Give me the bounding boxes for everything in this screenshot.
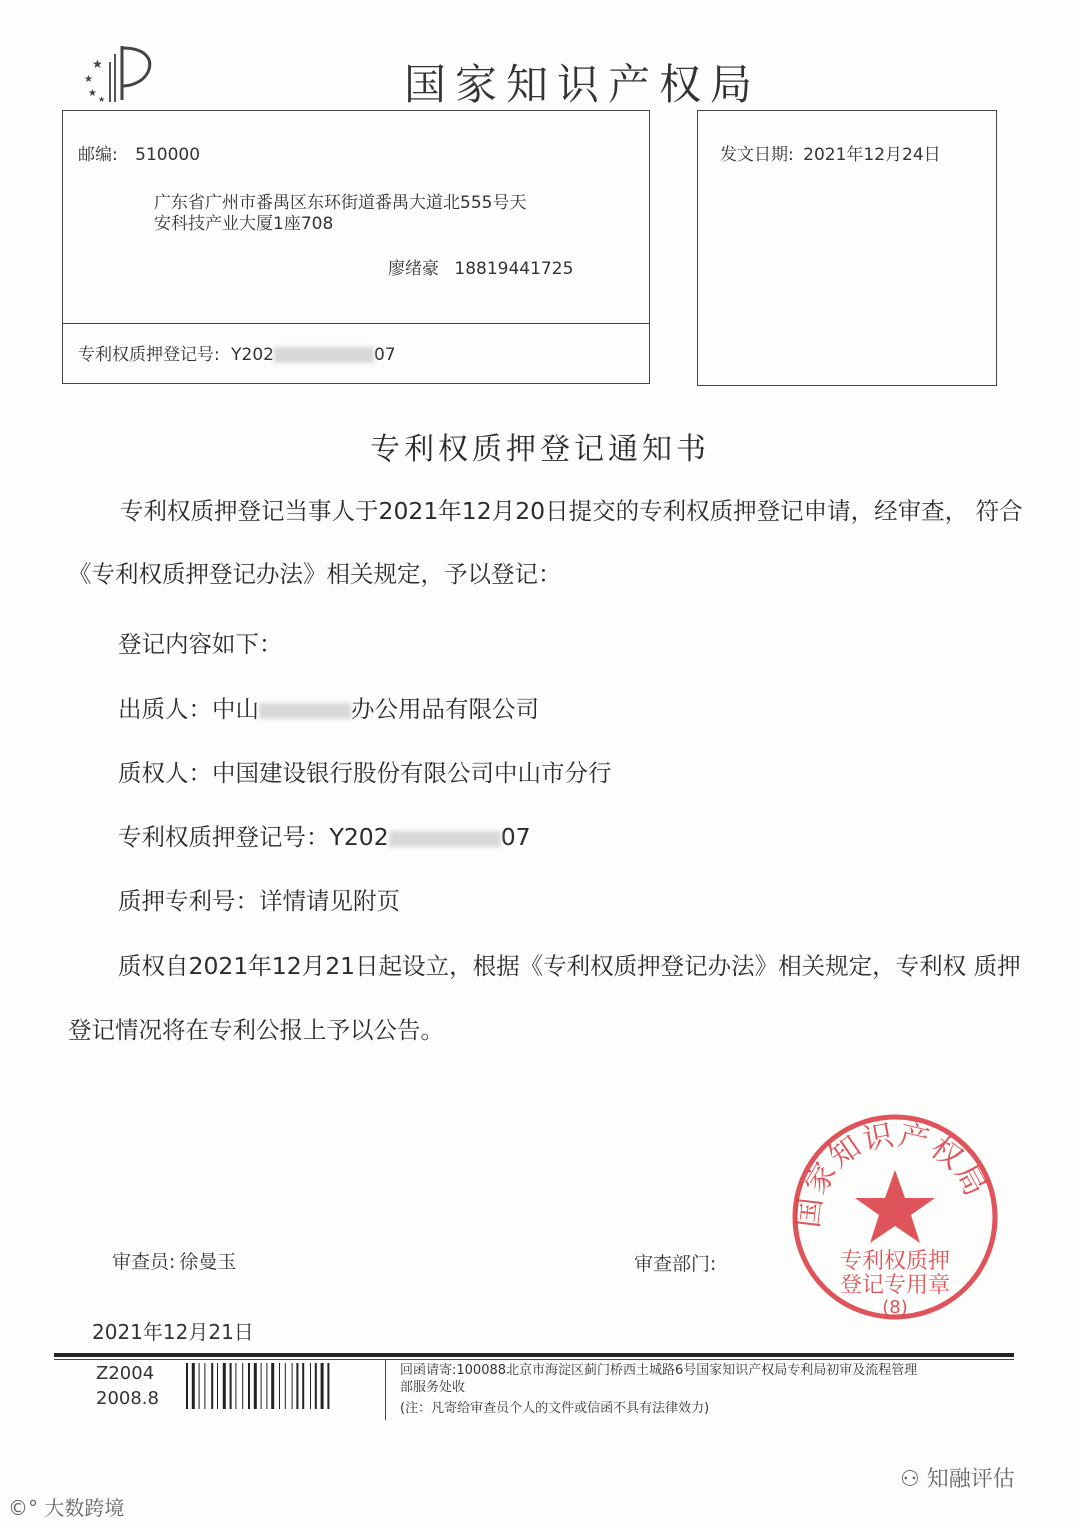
- barcode: [186, 1363, 374, 1409]
- patent-number-label: 质押专利号：: [118, 887, 259, 915]
- barcode-bar: [242, 1363, 243, 1409]
- barcode-bar: [223, 1363, 226, 1409]
- department-label: 审查部门:: [634, 1253, 717, 1275]
- form-version: 2008.8: [96, 1388, 159, 1409]
- agency-name: 国家知识产权局: [404, 60, 762, 109]
- address-line-2: 安科技产业大厦1座708: [154, 214, 334, 234]
- barcode-bar: [211, 1363, 213, 1409]
- seal-center-line-2: 登记专用章: [839, 1273, 951, 1298]
- redacted-block: [389, 831, 501, 847]
- seal-star: [855, 1170, 935, 1243]
- seal-ring-text: 国家知识产权局: [790, 1117, 994, 1230]
- box-reg-number-suffix: 07: [373, 345, 396, 365]
- barcode-bar: [186, 1363, 188, 1409]
- pledgor-prefix: 中山: [212, 695, 259, 723]
- pledgor-row: [118, 690, 539, 724]
- pledgee-value: 中国建设银行股份有限公司中山市分行: [212, 759, 612, 787]
- pledgee-label: 质权人：: [118, 759, 212, 787]
- paragraph-1-line-2: 《专利权质押登记办法》相关规定，予以登记：: [68, 560, 562, 588]
- return-label: 回函请寄:: [400, 1363, 457, 1378]
- barcode-bar: [327, 1363, 329, 1409]
- contact-phone: 18819441725: [454, 259, 574, 279]
- watermark-bottom-right: [900, 1462, 1015, 1493]
- barcode-bar: [292, 1363, 293, 1409]
- svg-text:★: ★: [84, 74, 93, 85]
- barcode-bar: [235, 1363, 236, 1409]
- watermark-logo-icon: ©°: [8, 1496, 38, 1520]
- seal-number: (8): [882, 1297, 908, 1318]
- pledgee-row: [118, 754, 612, 788]
- watermark-bottom-left: [8, 1492, 124, 1521]
- content-intro: 登记内容如下：: [118, 630, 283, 658]
- legal-note: (注：凡寄给审查员个人的文件或信函不具有法律效力): [400, 1401, 710, 1416]
- watermark-bottom-right-text: 知融评估: [926, 1467, 1015, 1492]
- barcode-bar: [254, 1363, 257, 1409]
- barcode-bar: [285, 1363, 286, 1409]
- redacted-block: [259, 703, 351, 719]
- examiner-row: [112, 1247, 236, 1274]
- barcode-bar: [296, 1363, 298, 1409]
- postcode-label: 邮编:: [78, 145, 118, 165]
- reg-number-prefix: Y202: [329, 823, 389, 851]
- issue-date-value: 2021年12月24日: [803, 145, 941, 165]
- reg-number-row: [118, 818, 531, 852]
- contact-row: [388, 254, 573, 279]
- issue-date-row: [720, 140, 941, 165]
- examiner-label: 审查员:: [112, 1251, 176, 1273]
- patent-number-row: [118, 882, 400, 916]
- barcode-bar: [279, 1363, 280, 1409]
- barcode-bar: [217, 1363, 218, 1409]
- barcode-bar: [199, 1363, 200, 1409]
- redacted-block: [274, 347, 374, 363]
- box-reg-number-row: [78, 340, 396, 365]
- box-reg-number-prefix: Y202: [231, 345, 274, 365]
- pledgor-suffix: 办公用品有限公司: [351, 695, 539, 723]
- reg-number-label: 专利权质押登记号：: [118, 823, 330, 851]
- postcode-row: [78, 140, 200, 165]
- svg-text:★: ★: [98, 95, 106, 104]
- address-line-1: 广东省广州市番禺区东环街道番禺大道北555号天: [154, 193, 527, 213]
- svg-text:★: ★: [92, 57, 103, 71]
- barcode-bar: [310, 1363, 311, 1409]
- barcode-bar: [302, 1363, 304, 1409]
- pledgor-label: 出质人：: [118, 695, 212, 723]
- barcode-bar: [315, 1363, 317, 1409]
- seal-center-line-1: 专利权质押: [839, 1249, 951, 1274]
- return-address-line-1: 100088北京市海淀区蓟门桥西土城路6号国家知识产权局专利局初审及流程管理: [456, 1363, 918, 1378]
- reg-number-suffix: 07: [500, 823, 531, 851]
- return-address-block: [400, 1362, 960, 1396]
- svg-text:★: ★: [88, 88, 97, 99]
- examiner-name: 徐曼玉: [179, 1251, 237, 1273]
- address-box-divider: [62, 323, 650, 324]
- barcode-bar: [261, 1363, 262, 1409]
- footer-divider: [385, 1360, 386, 1420]
- barcode-bar: [204, 1363, 205, 1409]
- paragraph-2-line-2: 登记情况将在专利公报上予以公告。: [68, 1016, 444, 1044]
- official-seal: [790, 1112, 1000, 1322]
- notice-title: 专利权质押登记通知书: [370, 432, 710, 467]
- footer-rule-thick: [54, 1353, 1014, 1357]
- postcode-value: 510000: [135, 145, 201, 165]
- barcode-bar: [271, 1363, 274, 1409]
- sign-date: 2021年12月21日: [92, 1320, 254, 1344]
- box-reg-number-label: 专利权质押登记号:: [78, 345, 220, 365]
- form-code: Z2004: [96, 1363, 155, 1384]
- wechat-icon: ⚇: [900, 1467, 920, 1492]
- patent-number-value: 详情请见附页: [259, 887, 400, 915]
- issue-date-label: 发文日期:: [720, 145, 794, 165]
- contact-name: 廖绪豪: [388, 259, 439, 279]
- barcode-bar: [230, 1363, 232, 1409]
- return-address-line-2: 部服务处收: [400, 1380, 466, 1395]
- watermark-bottom-left-text: 大数跨境: [44, 1496, 125, 1520]
- paragraph-2-line-1: 质权自2021年12月21日起设立，根据《专利权质押登记办法》相关规定，专利权 质押: [118, 952, 1021, 980]
- cnipa-logo: [82, 40, 156, 106]
- barcode-bar: [192, 1363, 195, 1409]
- barcode-bar: [321, 1363, 324, 1409]
- barcode-bar: [248, 1363, 250, 1409]
- footer-rule-thin: [54, 1359, 1014, 1360]
- paragraph-1-line-1: 专利权质押登记当事人于2021年12月20日提交的专利权质押登记申请，经审查， 符合: [120, 497, 1023, 525]
- barcode-bar: [266, 1363, 267, 1409]
